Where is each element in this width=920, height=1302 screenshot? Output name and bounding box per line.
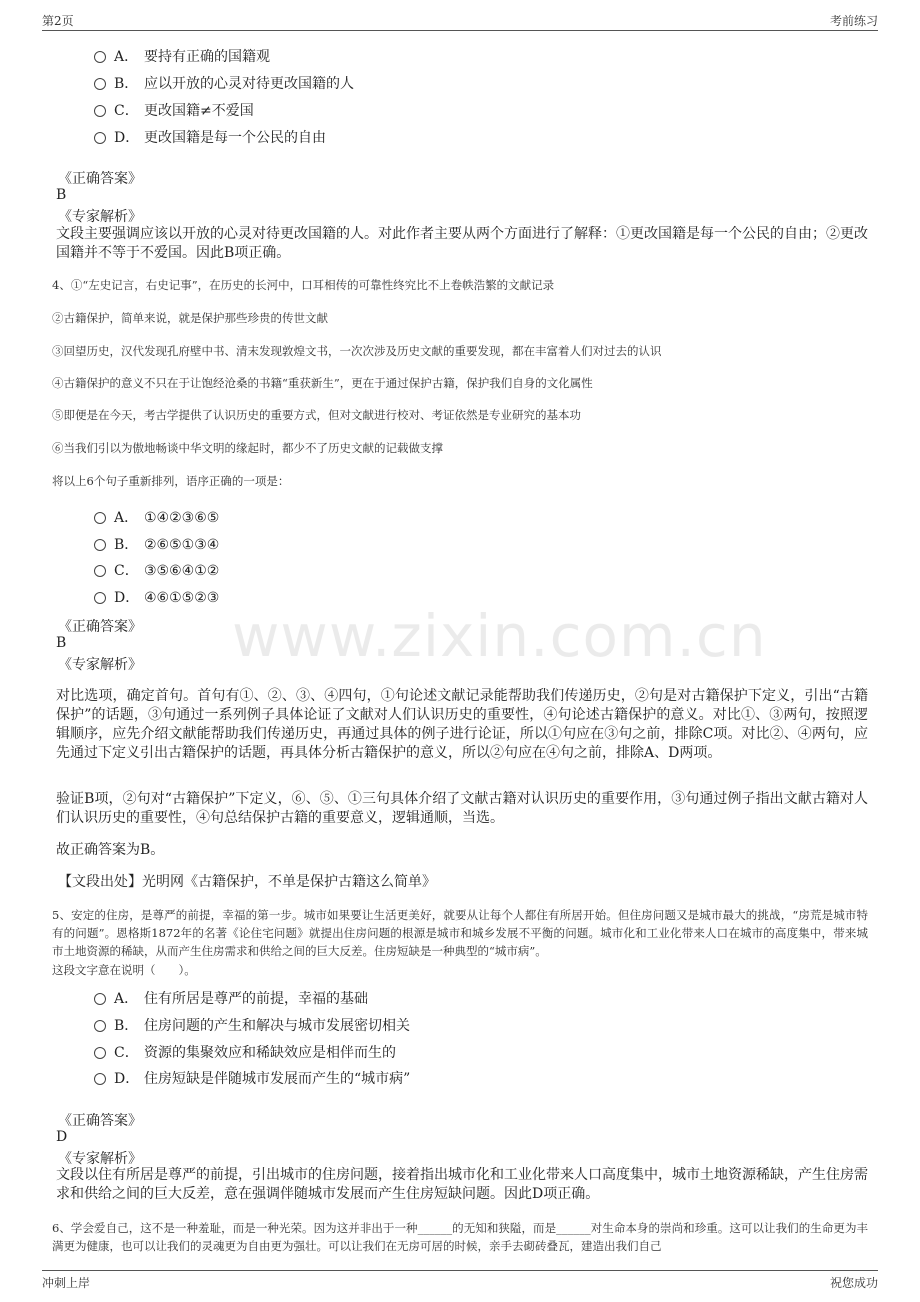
q5-stem: 5、安定的住房，是尊严的前提，幸福的第一步。城市如果要让生活更美好，就要从让每个人都住有所居开始。但住房问题又是城市最大的挑战，“房荒是城市特有的问题”。恩格斯1872年的名著《论住宅问题》就提出住房问题的根源是城市和城乡发展不平衡的问题。城市化和工业化带来人口在城市的高度集中，带来城市土地资源的稀缺，从而产生住房需求和供给之间的巨大反差。住房短缺是一种典型的“城市病”。: [52, 908, 868, 958]
radio-icon[interactable]: [94, 132, 106, 144]
q4-analysis-3: 故正确答案为B。: [56, 842, 165, 858]
q4-option-d[interactable]: D． ④⑥①⑤②③: [94, 587, 219, 607]
q4-line-5: ⑤即便是在今天，考古学提供了认识历史的重要方式，但对文献进行校对、考证依然是专业研究的基本功: [52, 408, 581, 422]
radio-icon[interactable]: [94, 565, 106, 577]
radio-icon[interactable]: [94, 512, 106, 524]
q4-answer: B: [56, 635, 67, 651]
header-title: 考前练习: [829, 14, 878, 28]
q4-line-3: ③回望历史，汉代发现孔府壁中书、清末发现敦煌文书，一次次涉及历史文献的重要发现，都在丰富着人们对过去的认识: [52, 344, 662, 358]
page-number: 第2页: [42, 14, 74, 28]
q3-option-c[interactable]: C． 更改国籍≠不爱国: [94, 100, 254, 120]
q3-option-d[interactable]: D． 更改国籍是每一个公民的自由: [94, 127, 326, 147]
q4-source: 【文段出处】光明网《古籍保护，不单是保护古籍这么简单》: [58, 874, 436, 890]
q3-analysis-label: 《专家解析》: [58, 209, 142, 225]
q3-answer: B: [56, 187, 67, 203]
radio-icon[interactable]: [94, 1073, 106, 1085]
q4-line-1: 4、①“左史记言，右史记事”，在历史的长河中，口耳相传的可靠性终究比不上卷帙浩繁的文献记录: [52, 278, 555, 292]
radio-icon[interactable]: [94, 51, 106, 63]
radio-icon[interactable]: [94, 592, 106, 604]
q5-option-c[interactable]: C． 资源的集聚效应和稀缺效应是相伴而生的: [94, 1042, 396, 1062]
q4-option-b[interactable]: B． ②⑥⑤①③④: [94, 534, 219, 554]
q5-answer-label: 《正确答案》: [58, 1113, 142, 1129]
q3-option-a[interactable]: A． 要持有正确的国籍观: [94, 46, 270, 66]
q3-analysis: 文段主要强调应该以开放的心灵对待更改国籍的人。对此作者主要从两个方面进行了解释：①更改国籍是每一个公民的自由；②更改国籍并不等于不爱国。因此B项正确。: [56, 226, 868, 261]
q5-stem-end: 这段文字意在说明（ ）。: [52, 963, 196, 977]
q3-answer-label: 《正确答案》: [58, 171, 142, 187]
q3-option-b[interactable]: B． 应以开放的心灵对待更改国籍的人: [94, 73, 354, 93]
q4-analysis-label: 《专家解析》: [58, 657, 142, 673]
page-footer: [42, 1270, 878, 1295]
q5-option-d[interactable]: D． 住房短缺是伴随城市发展而产生的“城市病”: [94, 1068, 410, 1088]
page-header: [42, 10, 878, 31]
q4-analysis-2: 验证B项，②句对“古籍保护”下定义，⑥、⑤、①三句具体介绍了文献古籍对认识历史的重要作用，③句通过例子指出文献古籍对人们认识历史的重要性，④句总结保护古籍的重要意义，逻辑通顺，当选。: [56, 791, 868, 826]
watermark: www.zixin.com.cn: [232, 602, 767, 670]
radio-icon[interactable]: [94, 1047, 106, 1059]
q4-line-6: ⑥当我们引以为傲地畅谈中华文明的缘起时，都少不了历史文献的记载做支撑: [52, 441, 443, 455]
q4-option-a[interactable]: A． ①④②③⑥⑤: [94, 507, 219, 527]
radio-icon[interactable]: [94, 78, 106, 90]
q5-option-a[interactable]: A． 住有所居是尊严的前提，幸福的基础: [94, 988, 368, 1008]
q5-option-b[interactable]: B． 住房问题的产生和解决与城市发展密切相关: [94, 1015, 410, 1035]
radio-icon[interactable]: [94, 539, 106, 551]
q4-answer-label: 《正确答案》: [58, 619, 142, 635]
q4-line-2: ②古籍保护，简单来说，就是保护那些珍贵的传世文献: [52, 311, 328, 325]
footer-left: 冲刺上岸: [42, 1276, 91, 1290]
q4-option-c[interactable]: C． ③⑤⑥④①②: [94, 560, 219, 580]
q5-answer: D: [56, 1129, 68, 1145]
q6-stem: 6、学会爱自己，这不是一种羞耻，而是一种光荣。因为这并非出于一种______的无知和狭隘，而是______对生命本身的崇尚和珍重。这可以让我们的生命更为丰满更为健康，也可以让我们的灵魂更为自由更为强壮。可以让我们在无房可居的时候，亲手去砌砖叠瓦，建造出我们自己: [52, 1221, 868, 1253]
radio-icon[interactable]: [94, 105, 106, 117]
q5-analysis-label: 《专家解析》: [58, 1151, 142, 1167]
footer-right: 祝您成功: [829, 1276, 878, 1290]
radio-icon[interactable]: [94, 1020, 106, 1032]
q4-prompt: 将以上6个句子重新排列，语序正确的一项是：: [52, 474, 290, 488]
radio-icon[interactable]: [94, 993, 106, 1005]
q5-analysis: 文段以住有所居是尊严的前提，引出城市的住房问题，接着指出城市化和工业化带来人口高度集中，城市土地资源稀缺，产生住房需求和供给之间的巨大反差，意在强调伴随城市发展而产生住房短缺问题。因此D项正确。: [56, 1167, 868, 1202]
q4-line-4: ④古籍保护的意义不只在于让饱经沧桑的书籍“重获新生”，更在于通过保护古籍，保护我们自身的文化属性: [52, 376, 593, 390]
q4-analysis-1: 对比选项，确定首句。首句有①、②、③、④四句，①句论述文献记录能帮助我们传递历史，②句是对古籍保护下定义，引出“古籍保护”的话题，③句通过一系列例子具体论证了文献对人们认识历史的重要性，④句论述古籍保护的意义。对比①、③两句，按照逻辑顺序，应先介绍文献能帮助我们传递历史，再通过具体的例子进行论证，所以①句应在③句之前，排除C项。对比②、④两句，应先通过下定义引出古籍保护的话题，再具体分析古籍保护的意义，所以②句应在④句之前，排除A、D两项。: [56, 688, 868, 761]
